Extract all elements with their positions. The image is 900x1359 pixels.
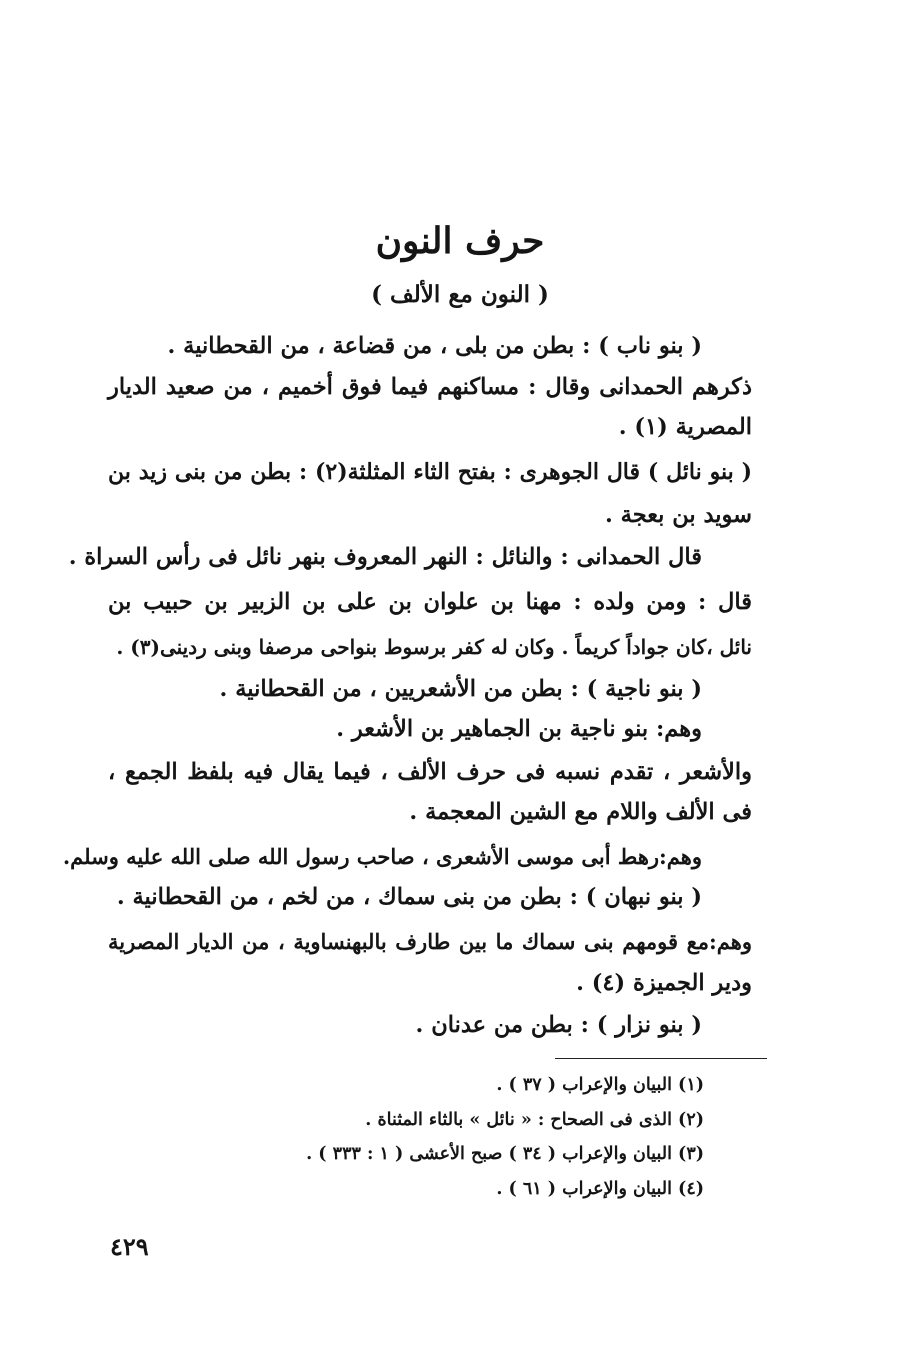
- text-line: قال الحمدانى : والنائل : النهر المعروف بنهر نائل فى رأس السراة .: [68, 544, 702, 570]
- text-line: فى الألف واللام مع الشين المعجمة .: [409, 799, 752, 825]
- text-line: ( بنو ناجية ) : بطن من الأشعريين ، من القحطانية .: [219, 676, 702, 702]
- text-line: نائل ،كان جواداً كريماً . وكان له كفر برسوط بنواحى مرصفا وبنى ردينى(٣) .: [116, 635, 752, 659]
- text-line: ( بنو نزار ) : بطن من عدنان .: [415, 1012, 702, 1038]
- text-line: سويد بن بعجة .: [605, 502, 752, 528]
- section-subtitle: ( النون مع الألف ): [371, 281, 549, 308]
- text-line: وهم:رهط أبى موسى الأشعرى ، صاحب رسول الله صلى الله عليه وسلم.: [62, 844, 702, 869]
- footnote: (١) البيان والإعراب ( ٣٧ ) .: [496, 1075, 704, 1095]
- text-line: ( بنو نبهان ) : بطن من بنى سماك ، من لخم ، من القحطانية .: [116, 884, 702, 910]
- text-line: قال : ومن ولده : مهنا بن علوان بن على بن الزبير بن حبيب بن: [108, 589, 752, 615]
- chapter-title: حرف النون: [375, 220, 545, 262]
- text-line: ودير الجميزة (٤) .: [576, 970, 752, 996]
- text-line: وهم:مع قومهم بنى سماك ما بين طارف بالبهنساوية ، من الديار المصرية: [108, 929, 752, 954]
- footnote: (٤) البيان والإعراب ( ٦١ ) .: [496, 1179, 704, 1199]
- text-line: وهم: بنو ناجية بن الجماهير بن الأشعر .: [336, 716, 702, 742]
- text-line: ( بنو ناب ) : بطن من بلى ، من قضاعة ، من القحطانية .: [167, 333, 702, 359]
- text-line: والأشعر ، تقدم نسبه فى حرف الألف ، فيما يقال فيه بلفظ الجمع ،: [108, 759, 752, 785]
- text-line: المصرية (١) .: [618, 414, 752, 440]
- footnote-divider: [555, 1058, 767, 1059]
- footnote: (٢) الذى فى الصحاح : « نائل » بالثاء المثناة .: [365, 1110, 704, 1130]
- text-line: ( بنو نائل ) قال الجوهرى : بفتح الثاء المثلثة(٢) : بطن من بنى زيد بن: [108, 459, 752, 485]
- footnote: (٣) البيان والإعراب ( ٣٤ ) صبح الأعشى ( ١ : ٣٣٣ ) .: [306, 1144, 704, 1164]
- page-number: ٤٢٩: [110, 1232, 149, 1261]
- text-line: ذكرهم الحمدانى وقال : مساكنهم فيما فوق أخميم ، من صعيد الديار: [108, 374, 752, 400]
